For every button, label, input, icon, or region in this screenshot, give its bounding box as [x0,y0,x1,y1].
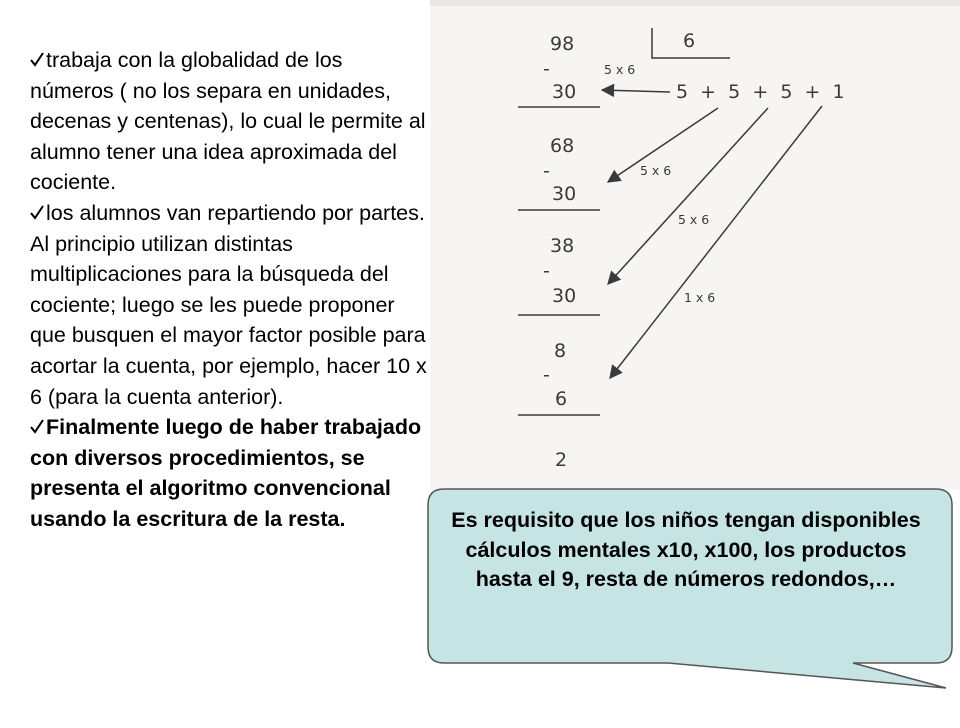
minus-sign: - [543,160,550,182]
remainder-2: 38 [550,235,575,257]
minus-sign: - [543,364,550,386]
callout-text: Es requisito que los niños tengan disponibles cálculos mentales x10, x100, los productos hasta el 9, resta de números redondos,… [451,508,921,591]
bullet-item-3 [30,412,430,534]
checkmark-icon [30,204,44,220]
bullet-text-1: trabaja con la globalidad de los números ( no los separa en unidades, decenas y centenas), lo cual le permite al alumno tener una idea aproximada del cociente. [30,48,426,195]
product-label-4: 1 x 6 [684,290,716,305]
checkmark-icon [30,418,44,434]
bullet-text-3: Finalmente luego de haber trabajado con diversos procedimientos, se presenta el algoritmo convencional usando la escritura de la resta. [30,415,422,531]
quotient-parts: 5 + 5 + 5 + 1 [676,81,845,103]
minus-sign: - [543,58,550,80]
scan-edge [430,0,960,6]
checkmark-icon [30,51,44,67]
division-diagram [430,0,960,490]
dividend: 98 [550,33,575,55]
subtrahend-4: 6 [555,388,568,410]
final-remainder: 2 [555,449,568,471]
minus-sign: - [543,260,550,282]
arrow-4 [610,106,822,378]
subtrahend-2: 30 [552,183,577,205]
bullet-item-2 [30,198,430,412]
arrow-1 [602,90,670,92]
remainder-1: 68 [550,135,575,157]
subtrahend-1: 30 [552,81,577,103]
bullet-list [30,45,430,535]
remainder-3: 8 [554,340,567,362]
divisor: 6 [683,30,696,52]
arrow-3 [608,108,768,284]
division-diagram-image [430,0,960,490]
subtrahend-3: 30 [552,285,577,307]
bullet-item-1 [30,45,430,198]
product-label-3: 5 x 6 [678,212,710,227]
product-label-1: 5 x 6 [604,62,636,77]
product-label-2: 5 x 6 [640,163,672,178]
bullet-text-2: los alumnos van repartiendo por partes. Al principio utilizan distintas multiplicaciones para la búsqueda del cociente; luego se les puede proponer que busquen el mayor factor posible para acortar la cuenta, por ejemplo, hacer 10 x 6 (para la cuenta anterior). [30,200,427,409]
speech-bubble-callout [426,488,956,728]
